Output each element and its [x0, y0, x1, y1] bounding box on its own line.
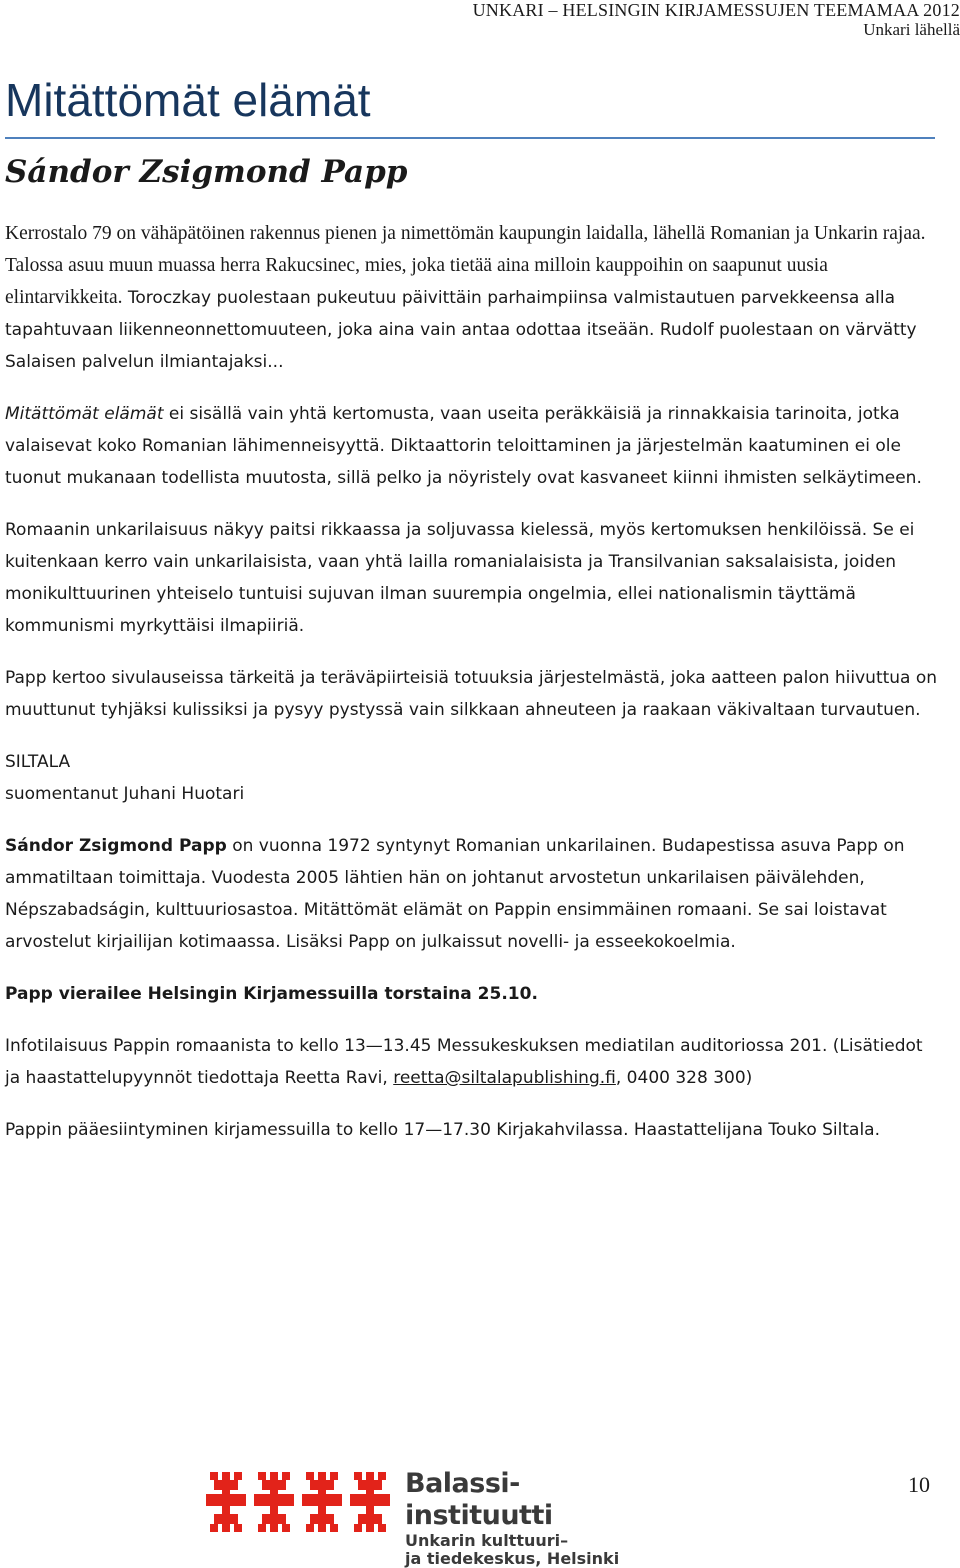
author-name: Sándor Zsigmond Papp	[5, 154, 408, 190]
main-event: Pappin pääesiintyminen kirjamessuilla to kello 17—17.30 Kirjakahvilassa. Haastattelijana Touko Siltala.	[5, 1120, 881, 1140]
logo-tagline-1: Unkarin kulttuuri–	[405, 1531, 569, 1550]
lead-paragraph	[5, 218, 940, 378]
author-bio-name: Sándor Zsigmond Papp	[5, 836, 227, 856]
info-session-text: Infotilaisuus Pappin romaanista to kello 13—13.45 Messukeskuksen mediatilan auditoriossa 201. (Lisätiedot ja haastattelupyynnöt tiedottaja Reetta Ravi,	[5, 1036, 923, 1088]
visit-text: Papp vierailee Helsingin Kirjamessuilla torstaina 25.10.	[5, 984, 538, 1004]
paragraph-truths: Papp kertoo sivulauseissa tärkeitä ja teräväpiirteisiä totuuksia järjestelmästä, joka aatteen palon hiivuttua on muuttunut tyhjäksi kulissiksi ja pysyy pystyssä vain silkkaan ahneuteen ja raakaan väkivaltaan turvautuen.	[5, 668, 938, 720]
press-phone: , 0400 328 300)	[615, 1068, 753, 1088]
folk-pattern-emblem-icon	[200, 1468, 395, 1536]
emblem-motif	[350, 1472, 390, 1532]
paragraph-structure-text: ei sisällä vain yhtä kertomusta, vaan useita peräkkäisiä ja rinnakkaisia tarinoita, jotka valaisevat koko Romanian lähimenneisyyttä. Diktaattorin teloittaminen ja järjestelmän kaatuminen ei ole tuonut mukanaan todellista muutosta, sillä pelko ja nöyristely ovat kasvaneet kiinni ihmisten selkäytimeen.	[5, 404, 922, 488]
emblem-motif	[254, 1472, 294, 1532]
author-bio-text: on vuonna 1972 syntynyt Romanian unkarilainen. Budapestissa asuva Papp on ammatiltaan toimittaja. Vuodesta 2005 lähtien hän on johtanut arvostetun unkarilaisen päivälehden, Népszabadságin, kulttuuriosastoa. Mitättömät elämät on Pappin ensimmäinen romaani. Se sai loistavat arvostelut kirjailijan kotimaassa. Lisäksi Papp on julkaissut novelli- ja esseekokoelmia.	[5, 836, 905, 952]
article-body	[5, 218, 940, 1166]
title-divider	[5, 137, 935, 139]
emblem-motif	[302, 1472, 342, 1532]
header-subtitle: Unkari lähellä	[863, 20, 960, 39]
info-session	[5, 1030, 940, 1094]
publisher: SILTALA	[5, 752, 71, 772]
logo-tagline-2: ja tiedekeskus, Helsinki	[405, 1549, 620, 1568]
page-number: 10	[908, 1472, 930, 1497]
page-header	[473, 0, 960, 40]
paragraph-hungarianness: Romaanin unkarilaisuus näkyy paitsi rikkaassa ja soljuvassa kielessä, myös kertomuksen henkilöissä. Se ei kuitenkaan kerro vain unkarilaisista, vaan yhtä lailla romanialaisista ja Transilvanian saksalaisista, joiden monikulttuurinen yhteiselo tuntuisi sujuvan ilman suurempia ongelmia, ellei nationalismin täyttämä kommunismi myrkyttäisi ilmapiiriä.	[5, 520, 915, 636]
balassi-institute-logo	[200, 1468, 640, 1568]
logo-institute-name: Balassi-instituutti	[405, 1468, 553, 1531]
book-title-inline: Mitättömät elämät	[5, 404, 164, 424]
lead-text-sans: Toroczkay puolestaan pukeutuu päivittäin parhaimpiinsa valmistautuen parvekkeensa alla tapahtuvaan liikenneonnettomuuteen, joka aina vain antaa odottaa itseään. Rudolf puolestaan on värvätty Salaisen palvelun ilmiantajaksi...	[5, 288, 917, 372]
header-series-title: UNKARI – HELSINGIN KIRJAMESSUJEN TEEMAMAA 2012	[472, 0, 960, 20]
lead-text-serif: Kerrostalo 79 on vähäpätöinen rakennus pienen ja nimettömän kaupungin laidalla, lähellä Romanian ja Unkarin rajaa. Talossa asuu muun muassa herra Rakucsinec, mies, joka tietää aina milloin kauppoihin on saapunut uusia elintarvikkeita.	[5, 223, 926, 308]
translator: suomentanut Juhani Huotari	[5, 784, 245, 804]
author-bio	[5, 830, 940, 958]
visit-announcement	[5, 978, 940, 1010]
emblem-motif	[206, 1472, 246, 1532]
press-email-link[interactable]: reetta@siltalapublishing.fi	[393, 1068, 616, 1088]
paragraph-structure	[5, 398, 940, 494]
book-title: Mitättömät elämät	[5, 74, 371, 126]
logo-text	[405, 1468, 645, 1568]
